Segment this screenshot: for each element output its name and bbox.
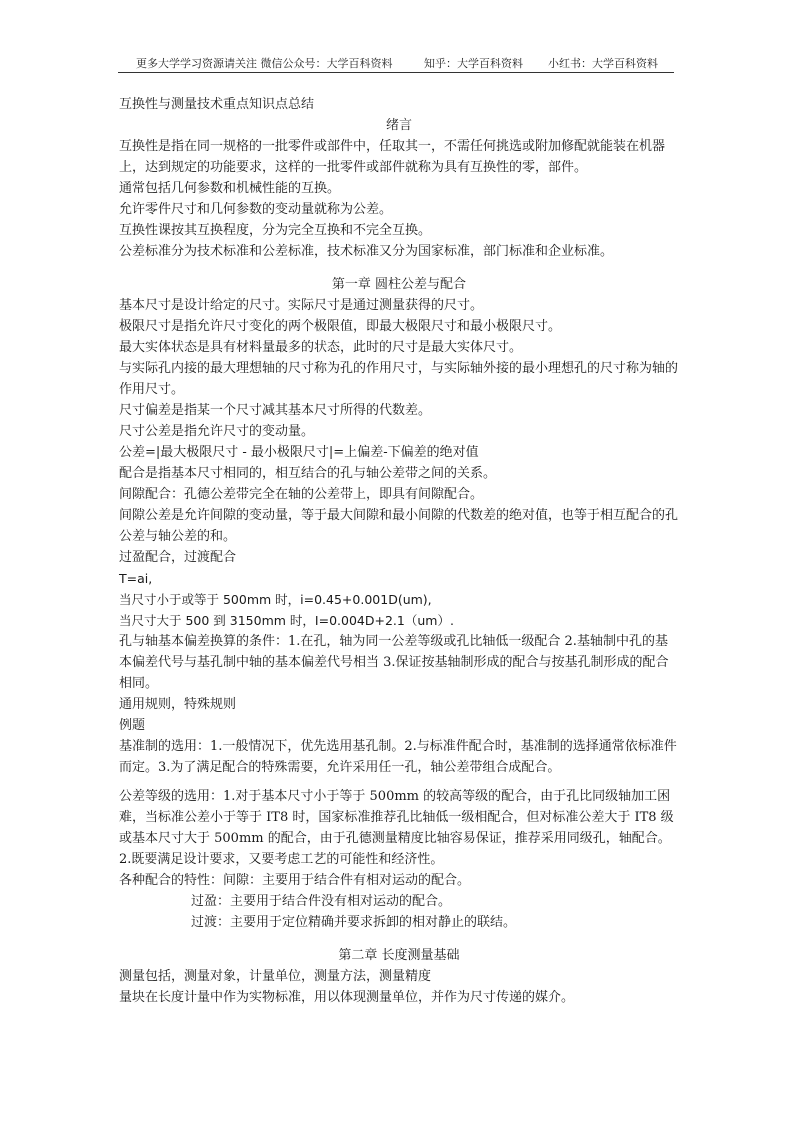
chapter-1-heading: 第一章 圆柱公差与配合 <box>331 277 467 292</box>
paragraph: 间隙配合：孔德公差带完全在轴的公差带上，即具有间隙配合。 <box>119 487 484 502</box>
paragraph: 互换性是指在同一规格的一批零件或部件中，任取其一，不需任何挑选或附加修配就能装在机器上，达到规定的功能要求，这样的一批零件或部件就称为具有互换性的零，部件。 <box>119 139 666 175</box>
paragraph: 尺寸偏差是指某一个尺寸减其基本尺寸所得的代数差。 <box>119 403 432 418</box>
paragraph: 基准制的选用：1.一般情况下，优先选用基孔制。2.与标准件配合时，基准制的选择通常依标准件而定。3.为了满足配合的特殊需要，允许采用任一孔，轴公差带组合成配合。 <box>119 739 677 775</box>
paragraph: 最大实体状态是具有材料量最多的状态，此时的尺寸是最大实体尺寸。 <box>119 340 523 355</box>
header-zhihu: 知乎：大学百科资料 <box>424 57 523 70</box>
formula-large-size: 当尺寸大于 500 到 3150mm 时，I=0.004D+2.1（um）. <box>119 613 454 628</box>
paragraph-fit-features: 各种配合的特性：间隙：主要用于结合件有相对运动的配合。 <box>119 873 471 888</box>
header-xiaohongshu: 小红书：大学百科资料 <box>548 57 658 70</box>
paragraph: 量块在长度计量中作为实物标准，用以体现测量单位，并作为尺寸传递的媒介。 <box>119 990 575 1005</box>
paragraph: 通常包括几何参数和机械性能的互换。 <box>119 181 341 196</box>
paragraph: 公差标准分为技术标准和公差标准，技术标准又分为国家标准，部门标准和企业标准。 <box>119 244 614 259</box>
doc-title: 互换性与测量技术重点知识点总结 <box>119 97 315 112</box>
intro-heading: 绪言 <box>385 118 412 133</box>
paragraph: 极限尺寸是指允许尺寸变化的两个极限值，即最大极限尺寸和最小极限尺寸。 <box>119 319 562 334</box>
formula-tolerance: 公差=|最大极限尺寸 - 最小极限尺寸|=上偏差-下偏差的绝对值 <box>119 445 479 460</box>
paragraph: 尺寸公差是指允许尺寸的变动量。 <box>119 424 315 439</box>
chapter-2-heading: 第二章 长度测量基础 <box>338 948 460 963</box>
formula-small-size: 当尺寸小于或等于 500mm 时，i=0.45+0.001D(um), <box>119 592 432 607</box>
paragraph: 与实际孔内接的最大理想轴的尺寸称为孔的作用尺寸，与实际轴外接的最小理想孔的尺寸称为轴的作用尺寸。 <box>119 361 679 397</box>
paragraph: 测量包括，测量对象，计量单位，测量方法，测量精度 <box>119 969 432 984</box>
paragraph: 孔与轴基本偏差换算的条件：1.在孔，轴为同一公差等级或孔比轴低一级配合 2.基轴制中孔的基本偏差代号与基孔制中轴的基本偏差代号相当 3.保证按基轴制形成的配合与按基孔制形成的配合相同。 <box>119 634 669 691</box>
paragraph: 例题 <box>119 718 146 733</box>
page-header <box>136 55 673 73</box>
paragraph: 通用规则，特殊规则 <box>119 697 237 712</box>
header-promo: 更多大学学习资源请关注 微信公众号：大学百科资料 <box>136 57 393 70</box>
paragraph-fit-interference: 过盈：主要用于结合件没有相对运动的配合。 <box>191 894 452 909</box>
paragraph: 配合是指基本尺寸相同的，相互结合的孔与轴公差带之间的关系。 <box>119 466 497 481</box>
paragraph: 允许零件尺寸和几何参数的变动量就称为公差。 <box>119 202 393 217</box>
paragraph-fit-transition: 过渡：主要用于定位精确并要求拆卸的相对静止的联结。 <box>191 915 517 930</box>
paragraph: 基本尺寸是设计给定的尺寸。实际尺寸是通过测量获得的尺寸。 <box>119 298 484 313</box>
paragraph: 互换性课按其互换程度，分为完全互换和不完全互换。 <box>119 223 432 238</box>
paragraph: 过盈配合，过渡配合 <box>119 550 237 565</box>
document-body <box>119 94 679 1008</box>
formula-t: T=ai, <box>119 571 153 586</box>
paragraph-grade-selection: 公差等级的选用：1.对于基本尺寸小于等于 500mm 的较高等级的配合，由于孔比同级轴加工困难，当标准公差小于等于 IT8 时，国家标准推荐孔比轴低一级相配合，但对标准公差大于 IT8 级或基本尺寸大于 500mm 的配合，由于孔德测量精度比轴容易保证，推荐采用同级孔，轴配合。2.既要满足设计要求，又要考虑工艺的可能性和经济性。 <box>119 789 674 867</box>
header-divider <box>118 72 674 73</box>
paragraph: 间隙公差是允许间隙的变动量，等于最大间隙和最小间隙的代数差的绝对值，也等于相互配合的孔公差与轴公差的和。 <box>119 508 679 544</box>
